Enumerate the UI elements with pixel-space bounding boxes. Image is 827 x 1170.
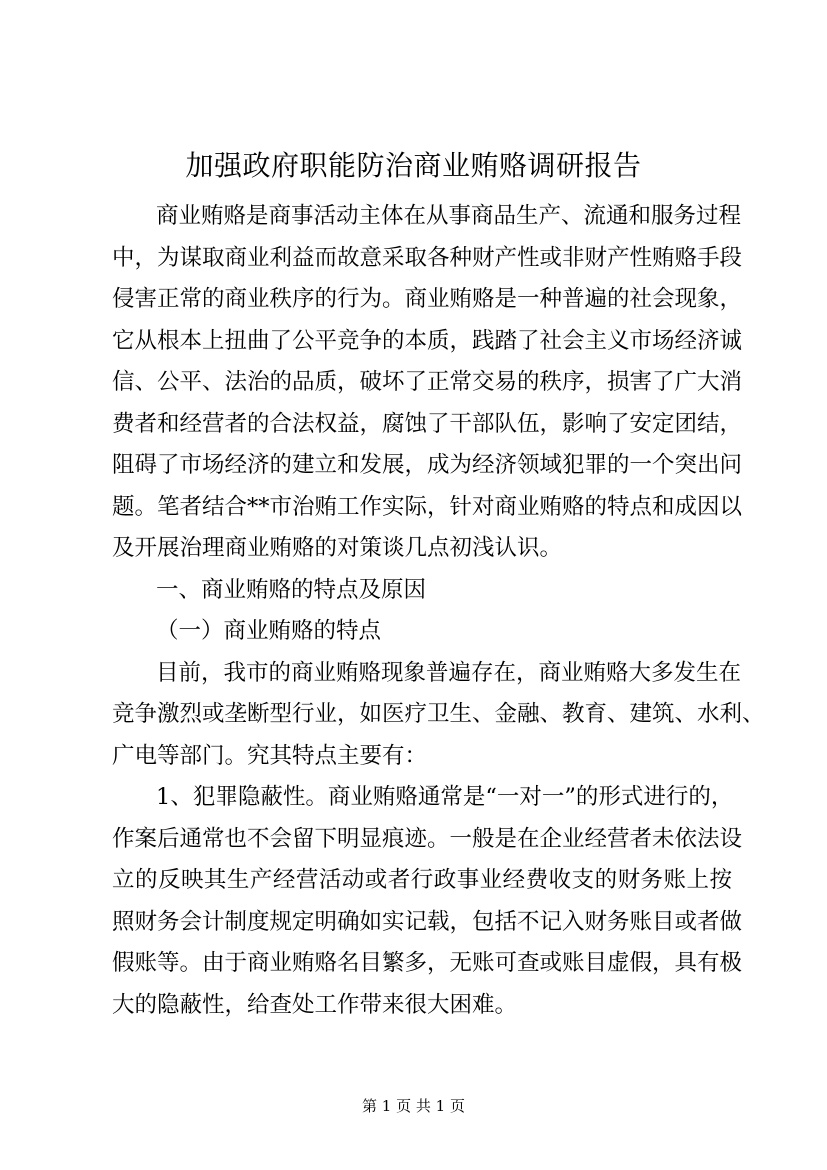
text-line: 题。笔者结合**市治贿工作实际，针对商业贿赂的特点和成因以 [112, 493, 743, 520]
text-line: 大的隐蔽性，给查处工作带来很大困难。 [112, 991, 518, 1018]
text-line: （一）商业贿赂的特点 [156, 618, 382, 644]
text-line: 广电等部门。究其特点主要有： [112, 742, 428, 769]
text-line: 立的反映其生产经营活动或者行政事业经费收支的财务账上按 [112, 867, 732, 893]
text-line: 侵害正常的商业秩序的行为。商业贿赂是一种普遍的社会现象， [112, 286, 743, 312]
text-line: 信、公平、法治的品质，破坏了正常交易的秩序，损害了广大消 [112, 369, 743, 395]
text-line: 及开展治理商业贿赂的对策谈几点初浅认识。 [112, 535, 563, 561]
text-line: 它从根本上扭曲了公平竞争的本质，践踏了社会主义市场经济诚 [112, 327, 743, 354]
text-line: 费者和经营者的合法权益，腐蚀了干部队伍，影响了安定团结， [112, 410, 743, 437]
page-number-footer: 第 1 页 共 1 页 [362, 1097, 465, 1115]
text-line: 假账等。由于商业贿赂名目繁多，无账可查或账目虚假，具有极 [112, 950, 743, 976]
document-body [112, 196, 765, 1026]
text-line: 一、商业贿赂的特点及原因 [156, 576, 427, 603]
text-line: 商业贿赂是商事活动主体在从事商品生产、流通和服务过程 [156, 203, 742, 229]
text-line: 阻碍了市场经济的建立和发展，成为经济领域犯罪的一个突出问 [112, 452, 743, 478]
text-line: 竞争激烈或垄断型行业，如医疗卫生、金融、教育、建筑、水利、 [112, 701, 765, 727]
document-title: 加强政府职能防治商业贿赂调研报告 [185, 149, 642, 182]
text-line: 目前，我市的商业贿赂现象普遍存在，商业贿赂大多发生在 [156, 659, 742, 686]
text-line: 中，为谋取商业利益而故意采取各种财产性或非财产性贿赂手段 [112, 244, 743, 271]
text-line: 1、犯罪隐蔽性。商业贿赂通常是“一对一”的形式进行的， [156, 784, 734, 810]
text-line: 作案后通常也不会留下明显痕迹。一般是在企业经营者未依法设 [112, 825, 743, 852]
text-line: 照财务会计制度规定明确如实记载，包括不记入财务账目或者做 [112, 908, 743, 935]
